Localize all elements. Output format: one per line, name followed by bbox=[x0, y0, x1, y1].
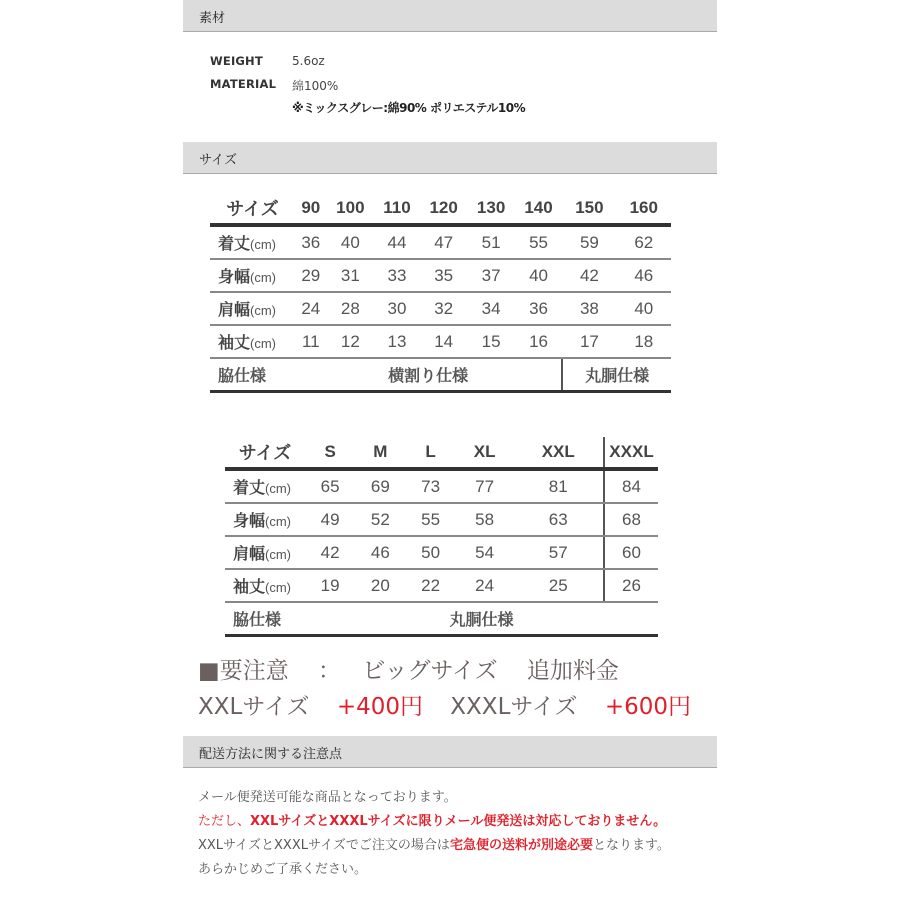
cell: 68 bbox=[604, 503, 658, 536]
cell: 77 bbox=[456, 469, 514, 503]
material-value: 綿100% bbox=[292, 79, 339, 93]
cell: 32 bbox=[420, 292, 467, 325]
kids-size-table bbox=[210, 193, 671, 393]
cell: 13 bbox=[374, 325, 420, 358]
row-label: 袖丈(cm) bbox=[225, 569, 305, 602]
material-note: ※ミックスグレー:綿90% ポリエステル10% bbox=[292, 101, 526, 115]
cell: 40 bbox=[617, 292, 671, 325]
cell: 59 bbox=[562, 225, 616, 259]
section-title: 素材 bbox=[199, 11, 226, 26]
cell: 18 bbox=[617, 325, 671, 358]
row-label: 着丈(cm) bbox=[225, 469, 305, 503]
cell: 46 bbox=[355, 536, 405, 569]
adult-size-table bbox=[225, 437, 658, 637]
side-spec-label: 脇仕様 bbox=[210, 358, 295, 392]
notice-prefix: ■要注意 bbox=[198, 658, 289, 684]
size-col: S bbox=[305, 437, 355, 469]
cell: 35 bbox=[420, 259, 467, 292]
cell: 29 bbox=[295, 259, 327, 292]
table-row bbox=[225, 536, 658, 569]
row-label: 肩幅(cm) bbox=[210, 292, 295, 325]
shipping-line-2-warning: XXLサイズとXXXLサイズに限りメール便発送は対応しておりません。 bbox=[250, 814, 667, 829]
xxxl-label: XXXLサイズ bbox=[450, 694, 578, 720]
size-col: M bbox=[355, 437, 405, 469]
size-col: L bbox=[406, 437, 456, 469]
cell: 73 bbox=[406, 469, 456, 503]
cell: 20 bbox=[355, 569, 405, 602]
cell: 81 bbox=[513, 469, 604, 503]
table-footer-row bbox=[225, 602, 658, 636]
side-spec: 丸胴仕様 bbox=[305, 602, 658, 636]
row-label: 身幅(cm) bbox=[225, 503, 305, 536]
cell: 42 bbox=[562, 259, 616, 292]
header-label: サイズ bbox=[210, 193, 295, 225]
section-header-size bbox=[183, 142, 717, 174]
row-label: 着丈(cm) bbox=[210, 225, 295, 259]
weight-value: 5.6oz bbox=[292, 54, 325, 68]
cell: 55 bbox=[515, 225, 562, 259]
table-row bbox=[225, 503, 658, 536]
cell: 60 bbox=[604, 536, 658, 569]
section-title: 配送方法に関する注意点 bbox=[199, 747, 343, 762]
size-col: XL bbox=[456, 437, 514, 469]
cell: 44 bbox=[374, 225, 420, 259]
cell: 63 bbox=[513, 503, 604, 536]
shipping-line-3-suffix: となります。 bbox=[592, 838, 670, 853]
row-label: 身幅(cm) bbox=[210, 259, 295, 292]
cell: 49 bbox=[305, 503, 355, 536]
size-col: 110 bbox=[374, 193, 420, 225]
cell: 30 bbox=[374, 292, 420, 325]
cell: 52 bbox=[355, 503, 405, 536]
side-spec-a: 横割り仕様 bbox=[295, 358, 562, 392]
table-row bbox=[225, 469, 658, 503]
row-label: 袖丈(cm) bbox=[210, 325, 295, 358]
cell: 37 bbox=[467, 259, 514, 292]
size-col: 140 bbox=[515, 193, 562, 225]
section-title: サイズ bbox=[199, 153, 237, 168]
size-col: 120 bbox=[420, 193, 467, 225]
weight-label: WEIGHT bbox=[210, 54, 263, 68]
cell: 24 bbox=[456, 569, 514, 602]
shipping-line-3-warning: 宅急便の送料が別途必要 bbox=[449, 838, 593, 853]
size-col: XXL bbox=[513, 437, 604, 469]
size-col: 160 bbox=[617, 193, 671, 225]
cell: 31 bbox=[327, 259, 374, 292]
cell: 22 bbox=[406, 569, 456, 602]
notice-big-size: ビッグサイズ bbox=[362, 658, 498, 684]
size-col: 90 bbox=[295, 193, 327, 225]
table-header-row bbox=[225, 437, 658, 469]
table-row bbox=[225, 569, 658, 602]
cell: 51 bbox=[467, 225, 514, 259]
xxxl-price: +600円 bbox=[604, 694, 692, 720]
size-col: 130 bbox=[467, 193, 514, 225]
xxl-label: XXLサイズ bbox=[198, 694, 310, 720]
table-header-row bbox=[210, 193, 671, 225]
cell: 36 bbox=[295, 225, 327, 259]
row-label: 肩幅(cm) bbox=[225, 536, 305, 569]
big-size-notice bbox=[198, 652, 619, 685]
cell: 28 bbox=[327, 292, 374, 325]
header-label: サイズ bbox=[225, 437, 305, 469]
cell: 69 bbox=[355, 469, 405, 503]
material-label: MATERIAL bbox=[210, 77, 277, 91]
cell: 34 bbox=[467, 292, 514, 325]
size-col: XXXL bbox=[604, 437, 658, 469]
cell: 14 bbox=[420, 325, 467, 358]
shipping-line-2 bbox=[198, 810, 666, 829]
cell: 12 bbox=[327, 325, 374, 358]
cell: 19 bbox=[305, 569, 355, 602]
shipping-line-3 bbox=[198, 834, 670, 853]
cell: 65 bbox=[305, 469, 355, 503]
cell: 54 bbox=[456, 536, 514, 569]
shipping-line-1: メール便発送可能な商品となっております。 bbox=[198, 790, 457, 805]
section-header-material bbox=[183, 0, 717, 32]
big-size-prices bbox=[198, 688, 691, 721]
shipping-line-3-prefix: XXLサイズとXXXLサイズでご注文の場合は bbox=[198, 838, 450, 853]
cell: 17 bbox=[562, 325, 616, 358]
cell: 62 bbox=[617, 225, 671, 259]
cell: 16 bbox=[515, 325, 562, 358]
cell: 11 bbox=[295, 325, 327, 358]
notice-extra-fee: 追加料金 bbox=[526, 658, 619, 684]
cell: 15 bbox=[467, 325, 514, 358]
shipping-line-4: あらかじめご了承ください。 bbox=[198, 862, 368, 877]
notice-separator: ： bbox=[318, 658, 342, 684]
shipping-line-2-prefix: ただし、 bbox=[198, 814, 251, 829]
side-spec-label: 脇仕様 bbox=[225, 602, 305, 636]
cell: 40 bbox=[515, 259, 562, 292]
cell: 50 bbox=[406, 536, 456, 569]
table-row bbox=[210, 325, 671, 358]
xxl-price: +400円 bbox=[336, 694, 423, 720]
cell: 42 bbox=[305, 536, 355, 569]
size-col: 100 bbox=[327, 193, 374, 225]
cell: 57 bbox=[513, 536, 604, 569]
cell: 55 bbox=[406, 503, 456, 536]
table-row bbox=[210, 259, 671, 292]
cell: 47 bbox=[420, 225, 467, 259]
cell: 40 bbox=[327, 225, 374, 259]
section-header-shipping bbox=[183, 736, 717, 768]
cell: 84 bbox=[604, 469, 658, 503]
table-row bbox=[210, 225, 671, 259]
cell: 46 bbox=[617, 259, 671, 292]
cell: 36 bbox=[515, 292, 562, 325]
cell: 33 bbox=[374, 259, 420, 292]
cell: 24 bbox=[295, 292, 327, 325]
cell: 25 bbox=[513, 569, 604, 602]
size-col: 150 bbox=[562, 193, 616, 225]
table-row bbox=[210, 292, 671, 325]
cell: 26 bbox=[604, 569, 658, 602]
cell: 38 bbox=[562, 292, 616, 325]
table-footer-row bbox=[210, 358, 671, 392]
cell: 58 bbox=[456, 503, 514, 536]
side-spec-b: 丸胴仕様 bbox=[562, 358, 671, 392]
